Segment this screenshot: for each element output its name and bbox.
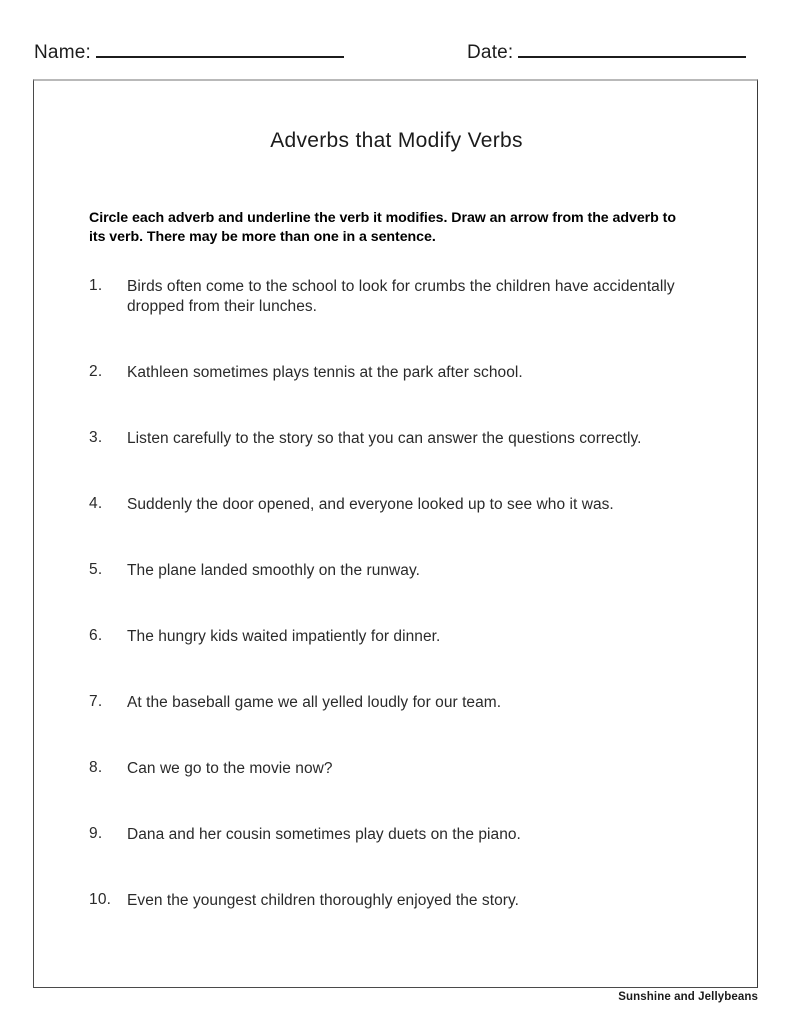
question-text: Listen carefully to the story so that you can answer the questions correctly. [127,430,642,447]
question-number: 7. [89,693,103,710]
question-number: 5. [89,561,103,578]
question-number: 6. [89,627,103,644]
question-number: 3. [89,429,103,446]
name-label: Name: [34,42,91,63]
question-text: The plane landed smoothly on the runway. [127,562,420,579]
date-label: Date: [467,42,514,63]
question-item[interactable] [34,627,759,647]
question-item[interactable] [34,363,759,383]
date-write-in-line[interactable] [518,42,746,58]
question-item[interactable] [34,561,759,581]
question-text: Dana and her cousin sometimes play duets on the piano. [127,826,521,843]
worksheet-header [0,42,791,72]
question-number: 9. [89,825,103,842]
instructions-text: Circle each adverb and underline the verb it modifies. Draw an arrow from the adverb to its verb. There may be more than one in a sentence. [89,210,676,245]
question-item[interactable] [34,277,759,317]
question-number: 10. [89,891,112,908]
question-item[interactable] [34,429,759,449]
question-text: Suddenly the door opened, and everyone looked up to see who it was. [127,496,614,513]
question-number: 4. [89,495,103,512]
question-text: At the baseball game we all yelled loudly for our team. [127,694,502,711]
worksheet-body-box [33,79,758,988]
question-text: Birds often come to the school to look for crumbs the children have accidentally dropped from their lunches. [127,278,675,315]
question-text: Even the youngest children thoroughly enjoyed the story. [127,892,519,909]
question-item[interactable] [34,759,759,779]
question-item[interactable] [34,891,759,911]
question-text: Can we go to the movie now? [127,760,333,777]
question-list [34,277,759,911]
question-item[interactable] [34,693,759,713]
question-number: 2. [89,363,103,380]
date-field-group [467,42,746,64]
footer-credit: Sunshine and Jellybeans [618,991,758,1003]
question-number: 8. [89,759,103,776]
question-text: The hungry kids waited impatiently for dinner. [127,628,441,645]
question-item[interactable] [34,825,759,845]
question-text: Kathleen sometimes plays tennis at the park after school. [127,364,523,381]
question-item[interactable] [34,495,759,515]
name-field-group [34,42,344,64]
question-number: 1. [89,277,103,294]
page-title: Adverbs that Modify Verbs [270,129,523,152]
name-write-in-line[interactable] [96,42,344,58]
